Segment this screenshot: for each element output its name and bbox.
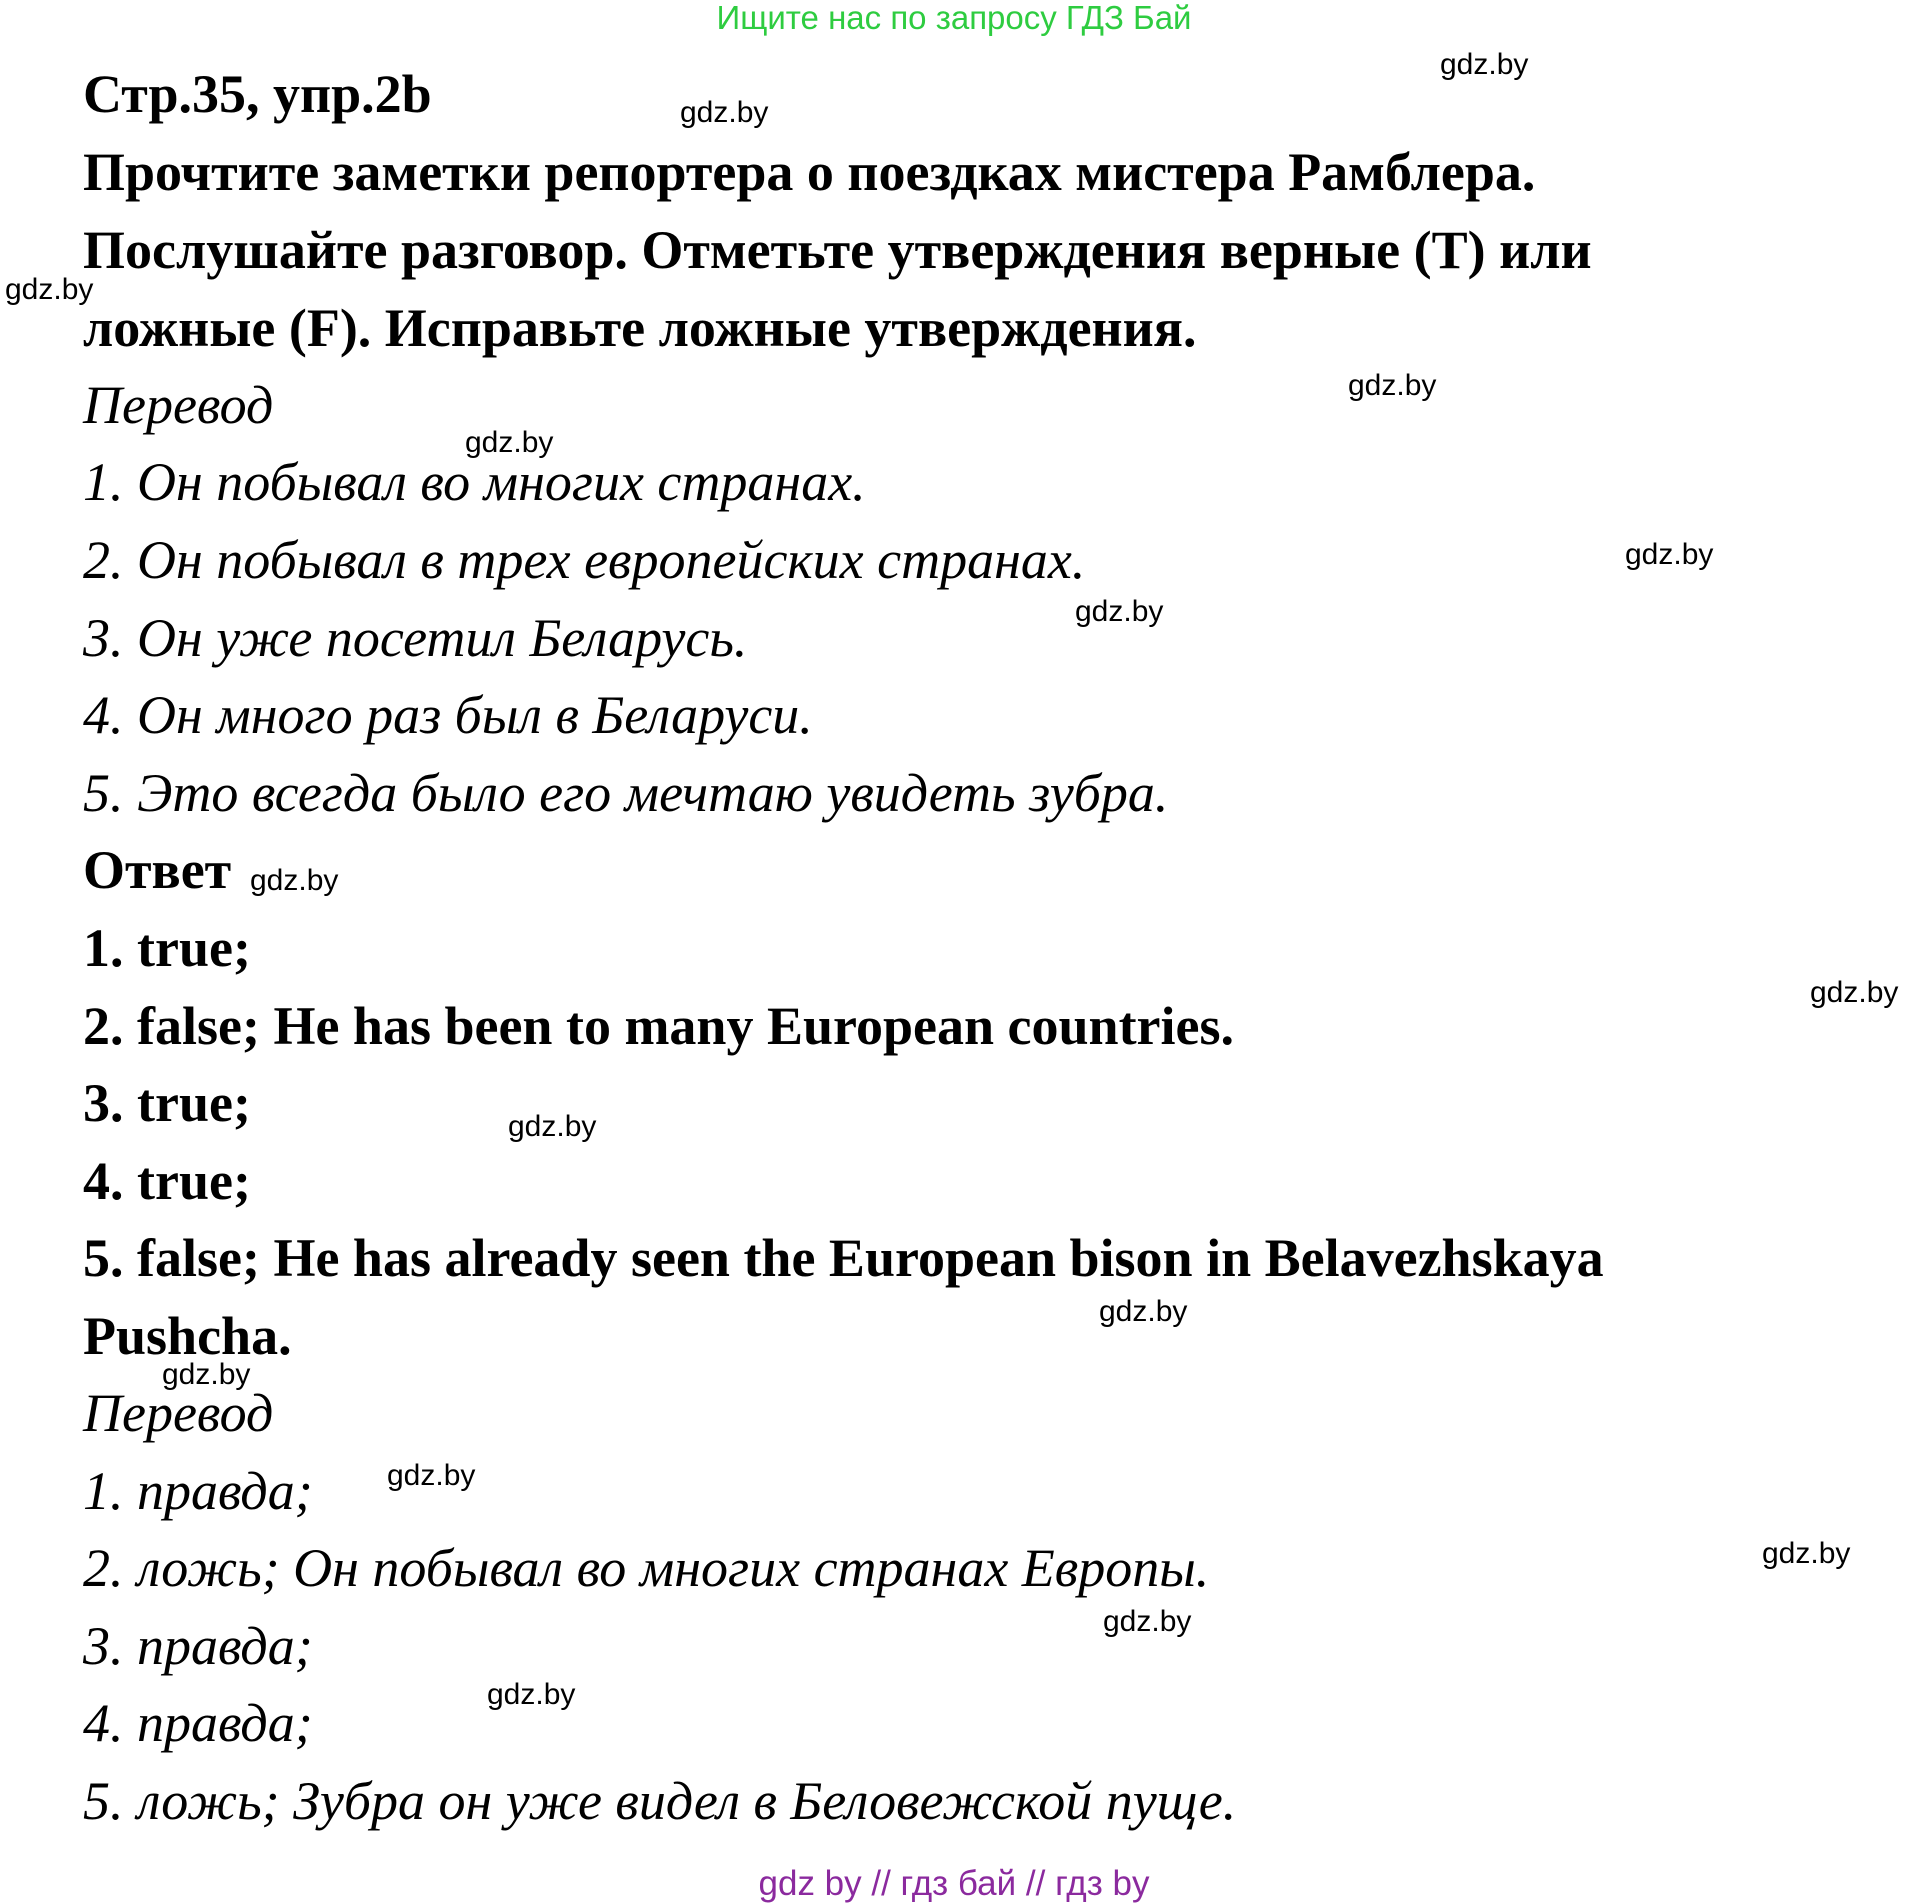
watermark: gdz.by bbox=[487, 1678, 576, 1711]
watermark: gdz.by bbox=[1625, 538, 1714, 571]
watermark: gdz.by bbox=[1103, 1605, 1192, 1638]
answer-translation-3: 3. правда; bbox=[83, 1616, 313, 1676]
task-line-2: Послушайте разговор. Отметьте утверждения верные (T) или bbox=[83, 220, 1592, 280]
watermark: gdz.by bbox=[1762, 1537, 1851, 1570]
top-banner[interactable]: Ищите нас по запросу ГДЗ Бай bbox=[716, 0, 1192, 36]
watermark: gdz.by bbox=[1810, 976, 1899, 1009]
translation-heading: Перевод bbox=[83, 375, 274, 435]
watermark: gdz.by bbox=[5, 273, 94, 306]
answer-translation-1: 1. правда; bbox=[83, 1461, 313, 1521]
answer-translation-4: 4. правда; bbox=[83, 1693, 313, 1753]
watermark: gdz.by bbox=[1348, 369, 1437, 402]
answer-translation-5: 5. ложь; Зубра он уже видел в Беловежской пуще. bbox=[83, 1771, 1237, 1831]
watermark: gdz.by bbox=[1099, 1295, 1188, 1328]
answer-5: 5. false; He has already seen the European bison in Belavezhskaya bbox=[83, 1228, 1604, 1288]
answer-4: 4. true; bbox=[83, 1151, 251, 1211]
answer-translation-2: 2. ложь; Он побывал во многих странах Европы. bbox=[83, 1538, 1210, 1598]
answer-5-continued: Pushcha. bbox=[83, 1306, 292, 1366]
watermark: gdz.by bbox=[387, 1459, 476, 1492]
exercise-title: Стр.35, упр.2b bbox=[83, 64, 432, 124]
statement-2: 2. Он побывал в трех европейских странах. bbox=[83, 530, 1086, 590]
footer-links[interactable]: gdz by // гдз бай // гдз by bbox=[758, 1864, 1150, 1903]
watermark: gdz.by bbox=[508, 1110, 597, 1143]
answer-heading: Ответ bbox=[83, 840, 232, 900]
watermark: gdz.by bbox=[465, 426, 554, 459]
watermark: gdz.by bbox=[250, 864, 339, 897]
statement-1: 1. Он побывал во многих странах. bbox=[83, 452, 866, 512]
watermark: gdz.by bbox=[1440, 48, 1529, 81]
translation-heading-2: Перевод bbox=[83, 1383, 274, 1443]
task-line-1: Прочтите заметки репортера о поездках мистера Рамблера. bbox=[83, 142, 1536, 202]
answer-1: 1. true; bbox=[83, 918, 251, 978]
statement-4: 4. Он много раз был в Беларуси. bbox=[83, 685, 813, 745]
answer-2: 2. false; He has been to many European countries. bbox=[83, 996, 1235, 1056]
statement-3: 3. Он уже посетил Беларусь. bbox=[83, 608, 748, 668]
watermark: gdz.by bbox=[162, 1358, 251, 1391]
watermark: gdz.by bbox=[680, 96, 769, 129]
watermark: gdz.by bbox=[1075, 595, 1164, 628]
statement-5: 5. Это всегда было его мечтаю увидеть зубра. bbox=[83, 763, 1169, 823]
task-line-3: ложные (F). Исправьте ложные утверждения. bbox=[83, 298, 1197, 358]
answer-3: 3. true; bbox=[83, 1073, 251, 1133]
